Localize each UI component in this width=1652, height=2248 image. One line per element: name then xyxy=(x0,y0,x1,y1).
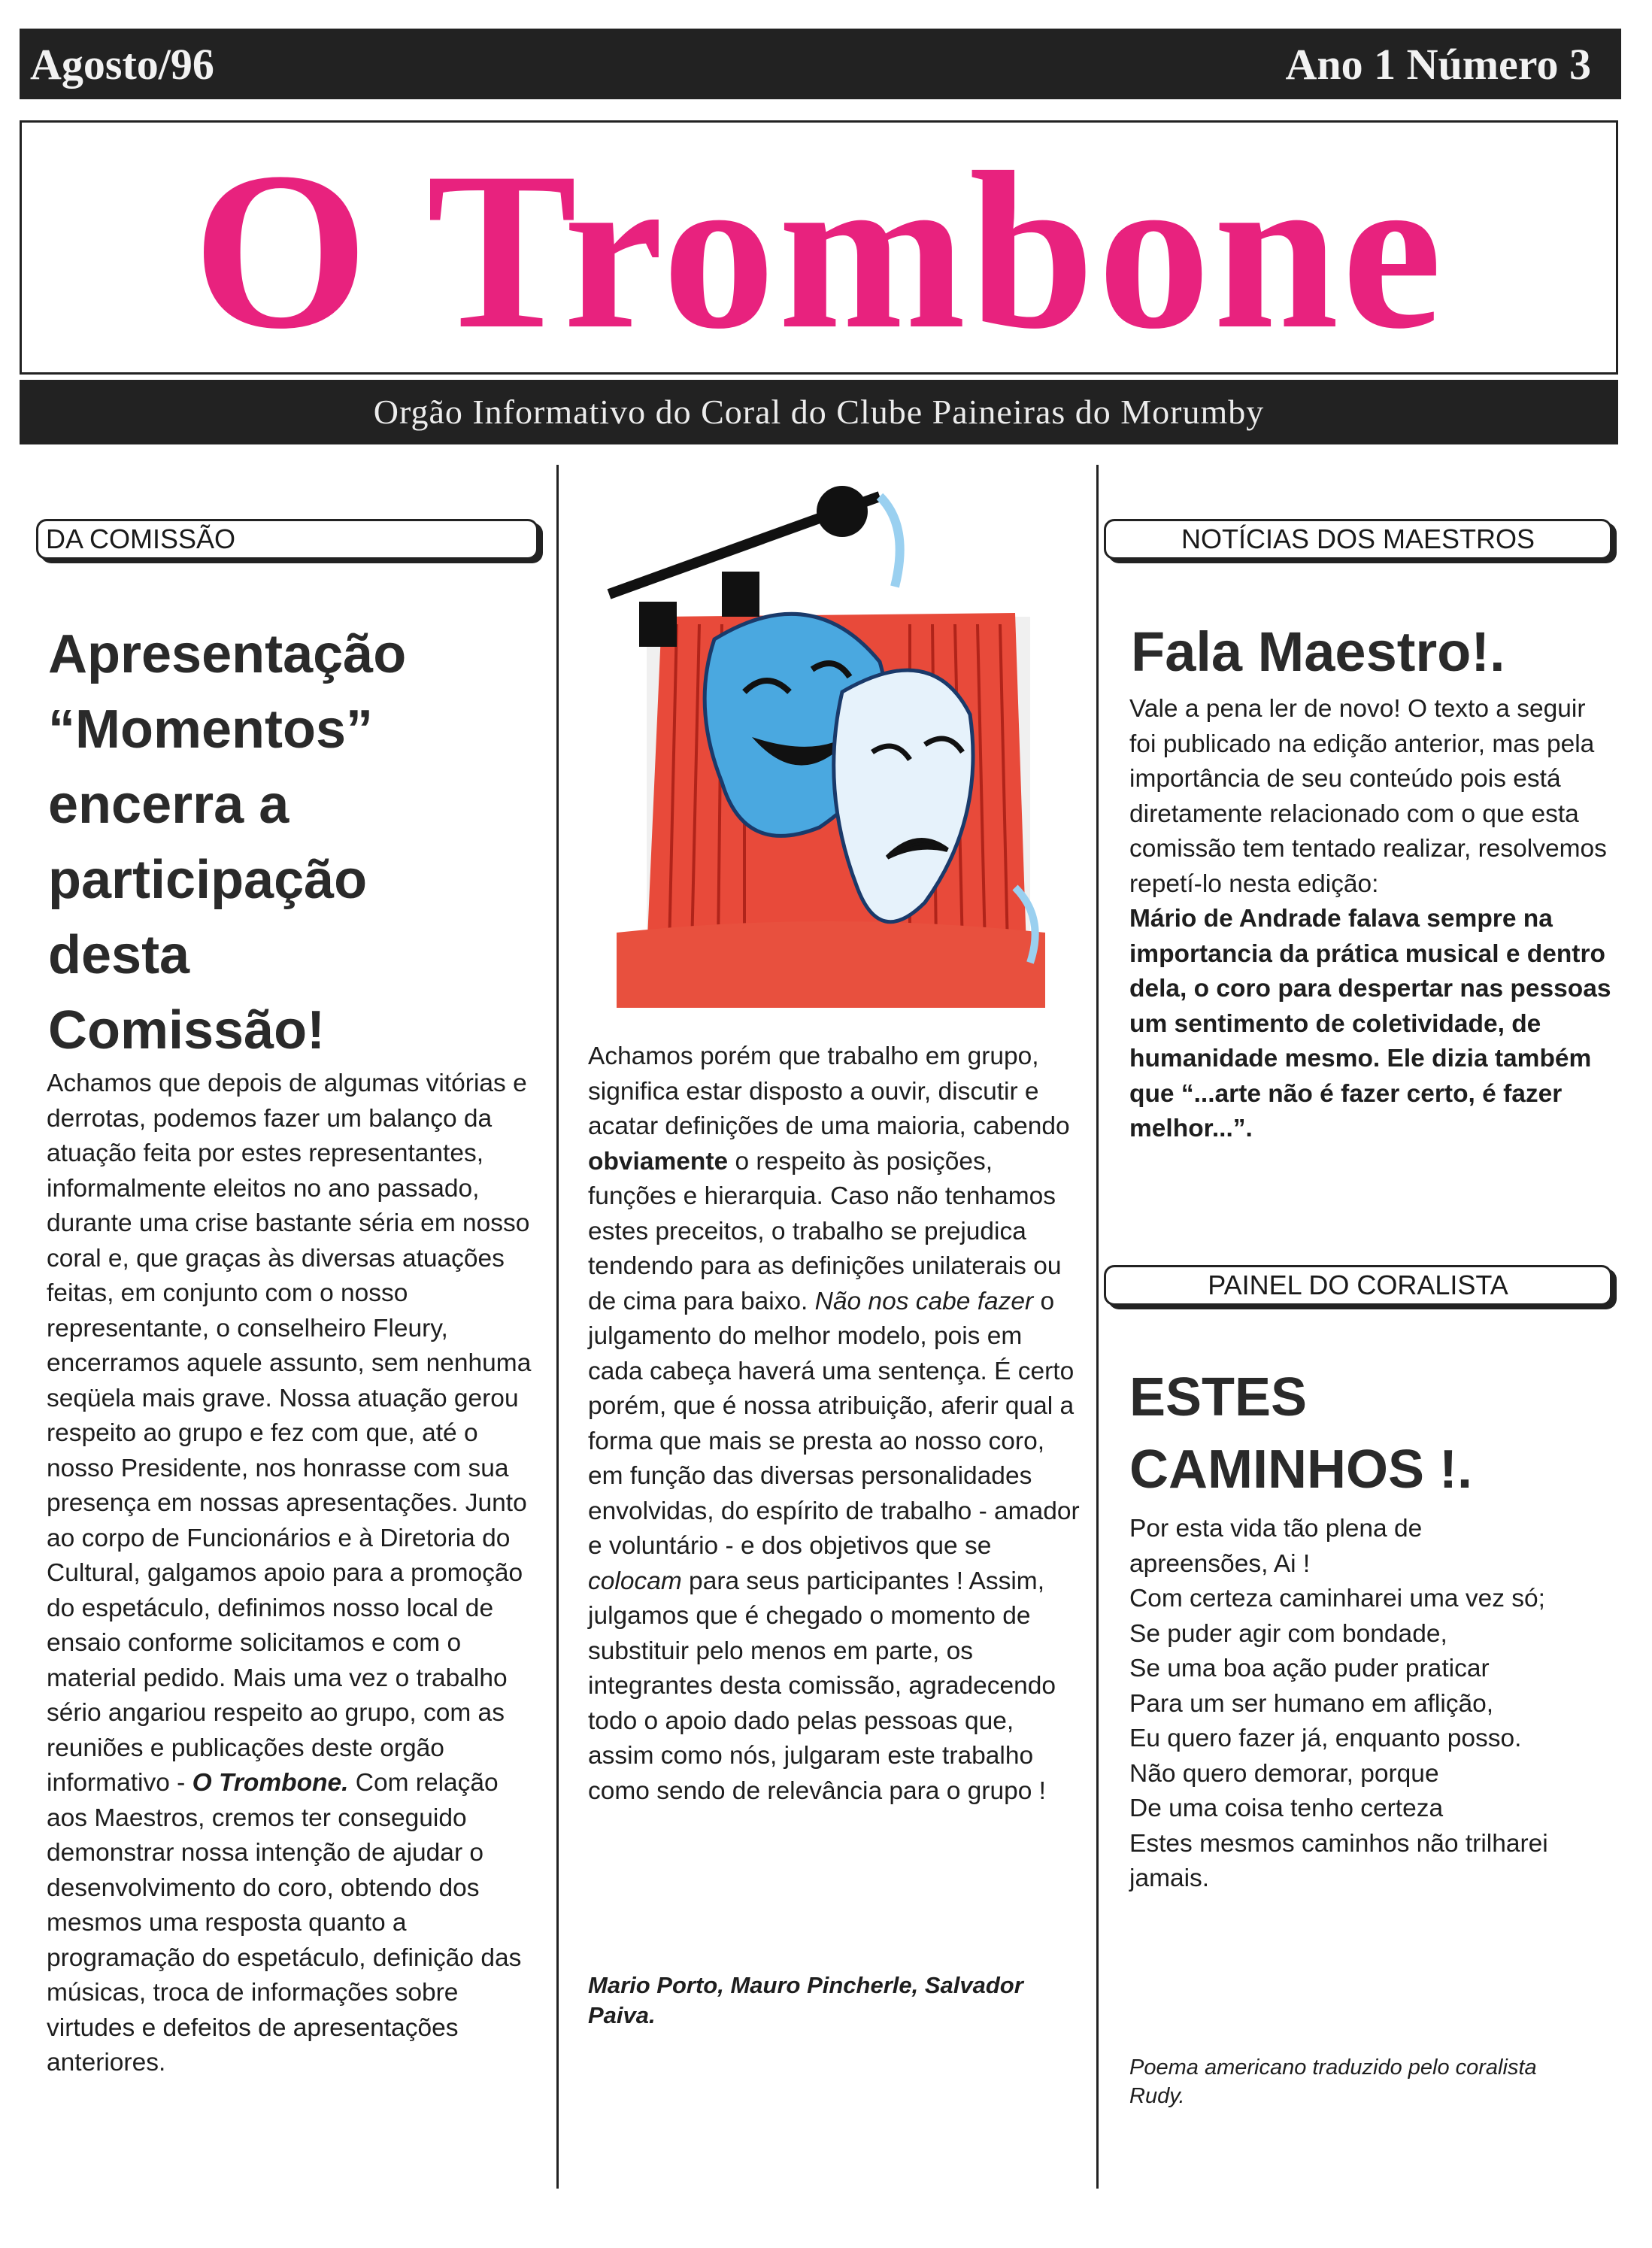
issue-number: Ano 1 Número 3 xyxy=(1285,40,1591,89)
section-label: PAINEL DO CORALISTA xyxy=(1208,1270,1508,1300)
section-label: DA COMISSÃO xyxy=(46,523,236,554)
right-headline-2 xyxy=(1129,1361,1611,1506)
poem-credit: Poema americano traduzido pelo coralista Rudy. xyxy=(1129,2055,1537,2108)
left-headline xyxy=(48,617,544,1068)
poem-line: De uma coisa tenho certeza xyxy=(1129,1794,1444,1822)
poem-line: Com certeza caminharei uma vez só; xyxy=(1129,1585,1545,1612)
left-article-body xyxy=(47,1066,543,2081)
headline-line: ESTES xyxy=(1129,1367,1308,1427)
section-label: NOTÍCIAS DOS MAESTROS xyxy=(1181,523,1535,554)
maestro-intro xyxy=(1129,692,1618,1147)
headline-line: “Momentos” xyxy=(48,699,373,760)
poem xyxy=(1129,1512,1618,1897)
right-headline-1: Fala Maestro!. xyxy=(1131,620,1505,683)
headline-line: CAMINHOS !. xyxy=(1129,1440,1472,1500)
poem-line: Por esta vida tão plena de xyxy=(1129,1515,1423,1543)
article-text-bold: obviamente xyxy=(588,1147,729,1176)
article-text: o julgamento do melhor modelo, pois em cada cabeça haverá uma sentença. É certo porém, que é nossa atribuição, aferir qual a forma que mais se presta ao nosso coro, em função das diversas personalidades envolvidas, do espírito de trabalho - amador e voluntário - e dos objetivos que se xyxy=(588,1287,1080,1560)
top-bar xyxy=(20,29,1621,99)
newspaper-title: O Trombone xyxy=(192,126,1445,375)
headline-line: encerra a xyxy=(48,775,289,835)
poem-line: Não quero demorar, porque xyxy=(1129,1759,1439,1788)
theater-masks-icon xyxy=(594,466,1060,1015)
poem-line: Estes mesmos caminhos não trilharei xyxy=(1129,1829,1548,1858)
headline-line: Apresentação xyxy=(48,624,407,684)
issue-date: Agosto/96 xyxy=(30,40,214,89)
article-text: Achamos porém que trabalho em grupo, significa estar disposto a ouvir, discutir e acatar definições de uma maioria, cabendo xyxy=(588,1042,1070,1140)
headline-line: participação xyxy=(48,850,368,910)
section-header-comissao xyxy=(36,519,538,560)
section-header-coralista xyxy=(1104,1265,1612,1306)
poem-line: Eu quero fazer já, enquanto posso. xyxy=(1129,1725,1522,1752)
article-quote: Mário de Andrade falava sempre na importancia da prática musical e dentro dela, o coro para despertar nas pessoas um sentimento de coletividade, de humanidade mesmo. Ele dizia também que “...arte não é fazer certo, é fazer melhor...”. xyxy=(1129,905,1611,1142)
poem-line: apreensões, Ai ! xyxy=(1129,1549,1311,1578)
article-text: para seus participantes ! Assim, julgamos que é chegado o momento de substituir pelo menos em parte, os integrantes desta comissão, agradecendo todo o apoio dado pelas pessoas que, assim como nós, julgaram este trabalho como sendo de relevância para o grupo ! xyxy=(588,1567,1056,1805)
article-text-italic: O Trombone. xyxy=(192,1769,349,1797)
article-text: Com relação aos Maestros, cremos ter conseguido demonstrar nossa intenção de ajudar o desenvolvimento do coro, obtendo dos mesmos uma resposta quanto a programação do espetáculo, definição das músicas, troca de informações sobre virtudes e defeitos de apresentações anteriores. xyxy=(47,1769,522,2077)
article-signature: Mario Porto, Mauro Pincherle, Salvador Paiva. xyxy=(588,1972,1023,2028)
section-header-maestros xyxy=(1104,519,1612,560)
column-rule-right xyxy=(1096,465,1099,2189)
headline-line: desta xyxy=(48,925,190,985)
article-text-italic: Não nos cabe fazer xyxy=(814,1287,1034,1315)
newspaper-subtitle: Orgão Informativo do Coral do Clube Paineiras do Morumby xyxy=(20,380,1618,444)
article-text: Vale a pena ler de novo! O texto a seguir foi publicado na edição anterior, mas pela importância de seu conteúdo pois está diretamente relacionado com o que esta comissão tem tentado realizar, resolvemos repetí-lo nesta edição: xyxy=(1129,695,1607,898)
headline-line: Comissão! xyxy=(48,1000,326,1060)
article-text: Achamos que depois de algumas vitórias e derrotas, podemos fazer um balanço da atuação feita por estes representantes, informalmente eleitos no ano passado, durante uma crise bastante séria em nosso coral e, que graças às diversas atuações feitas, em conjunto com o nosso representante, o conselheiro Fleury, encerramos aquele assunto, sem nenhuma seqüela mais grave. Nossa atuação gerou respeito ao grupo e fez com que, até o nosso Presidente, nos honrasse com sua presença em nossas apresentações. Junto ao corpo de Funcionários e à Diretoria do Cultural, galgamos apoio para a promoção do espetáculo, definimos nosso local de ensaio conforme solicitamos e com o material pedido. Mais uma vez o trabalho sério angariou respeito ao grupo, com as reuniões e publicações deste orgão informativo - xyxy=(47,1069,532,1797)
column-rule-left xyxy=(556,465,559,2189)
poem-line: Se puder agir com bondade, xyxy=(1129,1619,1447,1648)
article-text-italic: colocam xyxy=(588,1567,682,1595)
poem-line: Para um ser humano em aflição, xyxy=(1129,1689,1494,1718)
center-article-body xyxy=(588,1039,1081,1809)
article-text: o respeito às posições, funções e hierarquia. Caso não tenhamos estes preceitos, o trabalho se prejudica tendendo para as definições unilaterais ou de cima para baixo. xyxy=(588,1147,1062,1315)
poem-line: Se uma boa ação puder praticar xyxy=(1129,1655,1490,1682)
poem-line: jamais. xyxy=(1129,1864,1210,1892)
masthead xyxy=(20,120,1618,375)
